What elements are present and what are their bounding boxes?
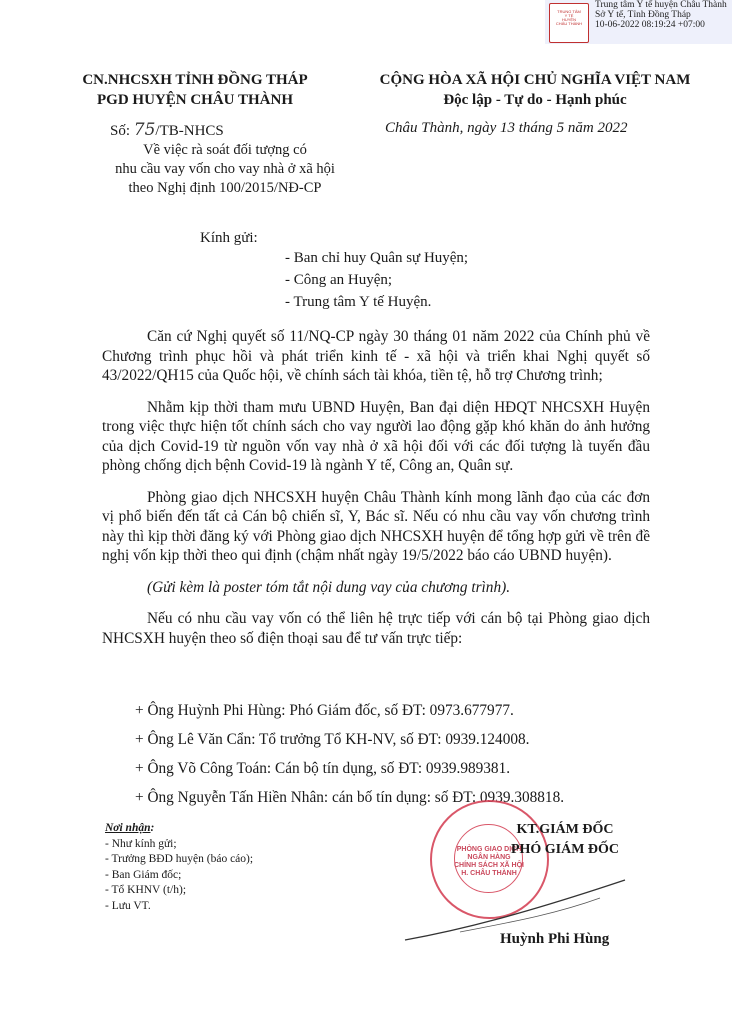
logo-text-2: Y TẾ bbox=[564, 13, 574, 18]
document-body bbox=[102, 327, 650, 660]
doc-number-suffix: /TB-NHCS bbox=[155, 123, 224, 139]
subject-line-2: nhu cầu vay vốn cho vay nhà ở xã hội bbox=[115, 161, 335, 177]
logo-text-1: TRUNG TÂM bbox=[557, 9, 581, 14]
distribution-list: Nơi nhận: - Như kính gửi; - Trưởng BĐD huyện (báo cáo); - Ban Giám đốc; - Tổ KHNV (t/h); - Lưu VT. bbox=[105, 821, 253, 914]
distribution-title: Nơi nhận bbox=[105, 822, 151, 834]
logo-text-4: CHÂU THÀNH bbox=[555, 21, 583, 26]
kinh-gui-label: Kính gửi: bbox=[200, 230, 258, 246]
stamp-line: CHÍNH SÁCH XÃ HỘI bbox=[453, 862, 524, 869]
recipient-item: - Trung tâm Y tế Huyện. bbox=[285, 294, 432, 310]
digital-signature-text bbox=[595, 0, 727, 30]
subject-line-1: Về việc rà soát đối tượng có bbox=[143, 142, 307, 158]
contact-item: + Ông Lê Văn Cẩn: Tổ trưởng Tổ KH-NV, số ĐT: 0939.124008. bbox=[135, 731, 530, 748]
issuer-header bbox=[60, 70, 330, 110]
signature-title-line-1: KT.GIÁM ĐỐC bbox=[516, 822, 614, 837]
document-number bbox=[110, 120, 224, 140]
national-title: CỘNG HÒA XÃ HỘI CHỦ NGHĨA VIỆT NAM bbox=[379, 72, 691, 88]
body-paragraph-1: Căn cứ Nghị quyết số 11/NQ-CP ngày 30 tháng 01 năm 2022 của Chính phủ về Chương trình phục hồi và phát triển kinh tế - xã hội và triển khai Nghị quyết số 43/2022/QH15 của Quốc hội, về chính sách tài khóa, tiền tệ, hỗ trợ Chương trình; bbox=[102, 328, 650, 384]
body-paragraph-contact: Nếu có nhu cầu vay vốn có thể liên hệ trực tiếp với cán bộ tại Phòng giao dịch NHCSXH huyện theo số điện thoại sau để tư vấn trực tiếp: bbox=[102, 610, 650, 647]
document-date: Châu Thành, ngày 13 tháng 5 năm 2022 bbox=[385, 120, 628, 136]
subject-line-3: theo Nghị định 100/2015/NĐ-CP bbox=[128, 180, 322, 196]
stamp-line: H. CHÂU THÀNH bbox=[461, 870, 517, 877]
distribution-item: - Trưởng BĐD huyện (báo cáo); bbox=[105, 853, 254, 865]
national-header bbox=[345, 70, 725, 110]
document-subject bbox=[75, 141, 375, 198]
stamp-line: NGÂN HÀNG bbox=[467, 854, 511, 861]
distribution-item: - Như kính gửi; bbox=[105, 837, 177, 850]
contact-list bbox=[135, 696, 564, 812]
stamp-line: PHÒNG GIAO DỊCH bbox=[456, 846, 522, 853]
distribution-item: - Ban Giám đốc; bbox=[105, 868, 182, 881]
health-center-logo-icon bbox=[549, 3, 589, 43]
national-motto: Độc lập - Tự do - Hạnh phúc bbox=[443, 92, 627, 108]
contact-item: + Ông Huỳnh Phi Hùng: Phó Giám đốc, số ĐT: 0973.677977. bbox=[135, 702, 514, 719]
contact-item: + Ông Nguyễn Tấn Hiền Nhân: cán bố tín dụng: số ĐT: 0939.308818. bbox=[135, 789, 565, 806]
signature-title-line-2: PHÓ GIÁM ĐỐC bbox=[510, 842, 620, 857]
signature-title bbox=[500, 820, 630, 860]
doc-number-prefix: Số: bbox=[110, 123, 134, 139]
distribution-item: - Tổ KHNV (t/h); bbox=[105, 884, 187, 896]
signer-name: Huỳnh Phi Hùng bbox=[500, 931, 610, 947]
doc-number-handwritten: 75 bbox=[133, 120, 156, 140]
recipient-list bbox=[285, 247, 468, 313]
logo-text-3: HUYỆN bbox=[561, 17, 576, 22]
recipient-item: - Ban chỉ huy Quân sự Huyện; bbox=[285, 250, 469, 266]
distribution-item: - Lưu VT. bbox=[105, 899, 151, 912]
signature-dept: Sở Y tế, Tỉnh Đồng Tháp bbox=[595, 10, 691, 20]
body-paragraph-2: Nhằm kịp thời tham mưu UBND Huyện, Ban đại diện HĐQT NHCSXH Huyện trong việc thực hiện tốt chính sách cho vay người lao động gặp khó khăn do ảnh hưởng của dịch Covid-19 từ nguồn vốn vay nhà ở xã hội đối với các đối tượng là tuyến đầu phòng chống dịch bệnh Covid-19 là ngành Y tế, Công an, Quân sự. bbox=[102, 398, 650, 474]
issuer-branch: CN.NHCSXH TỈNH ĐỒNG THÁP bbox=[82, 72, 308, 88]
contact-item: + Ông Võ Công Toán: Cán bộ tín dụng, số ĐT: 0939.989381. bbox=[135, 760, 511, 777]
recipient-item: - Công an Huyện; bbox=[285, 272, 393, 288]
attachment-note: (Gửi kèm là poster tóm tắt nội dung vay của chương trình). bbox=[147, 578, 511, 596]
signature-timestamp: 10-06-2022 08:19:24 +07:00 bbox=[595, 20, 705, 30]
body-paragraph-3: Phòng giao dịch NHCSXH huyện Châu Thành kính mong lãnh đạo của các đơn vị phổ biến đến tất cả Cán bộ chiến sĩ, Y, Bác sĩ. Nếu có nhu cầu vay vốn chương trình này thì kịp thời đăng ký với Phòng giao dịch NHCSXH huyện để tổng hợp gửi về trên đề nghị vốn kịp thời theo qui định (chậm nhất ngày 19/5/2022 báo cáo UBND huyện). bbox=[102, 488, 650, 564]
issuer-office: PGD HUYỆN CHÂU THÀNH bbox=[97, 92, 293, 108]
signature-org: Trung tâm Y tế huyện Châu Thành bbox=[595, 0, 727, 10]
